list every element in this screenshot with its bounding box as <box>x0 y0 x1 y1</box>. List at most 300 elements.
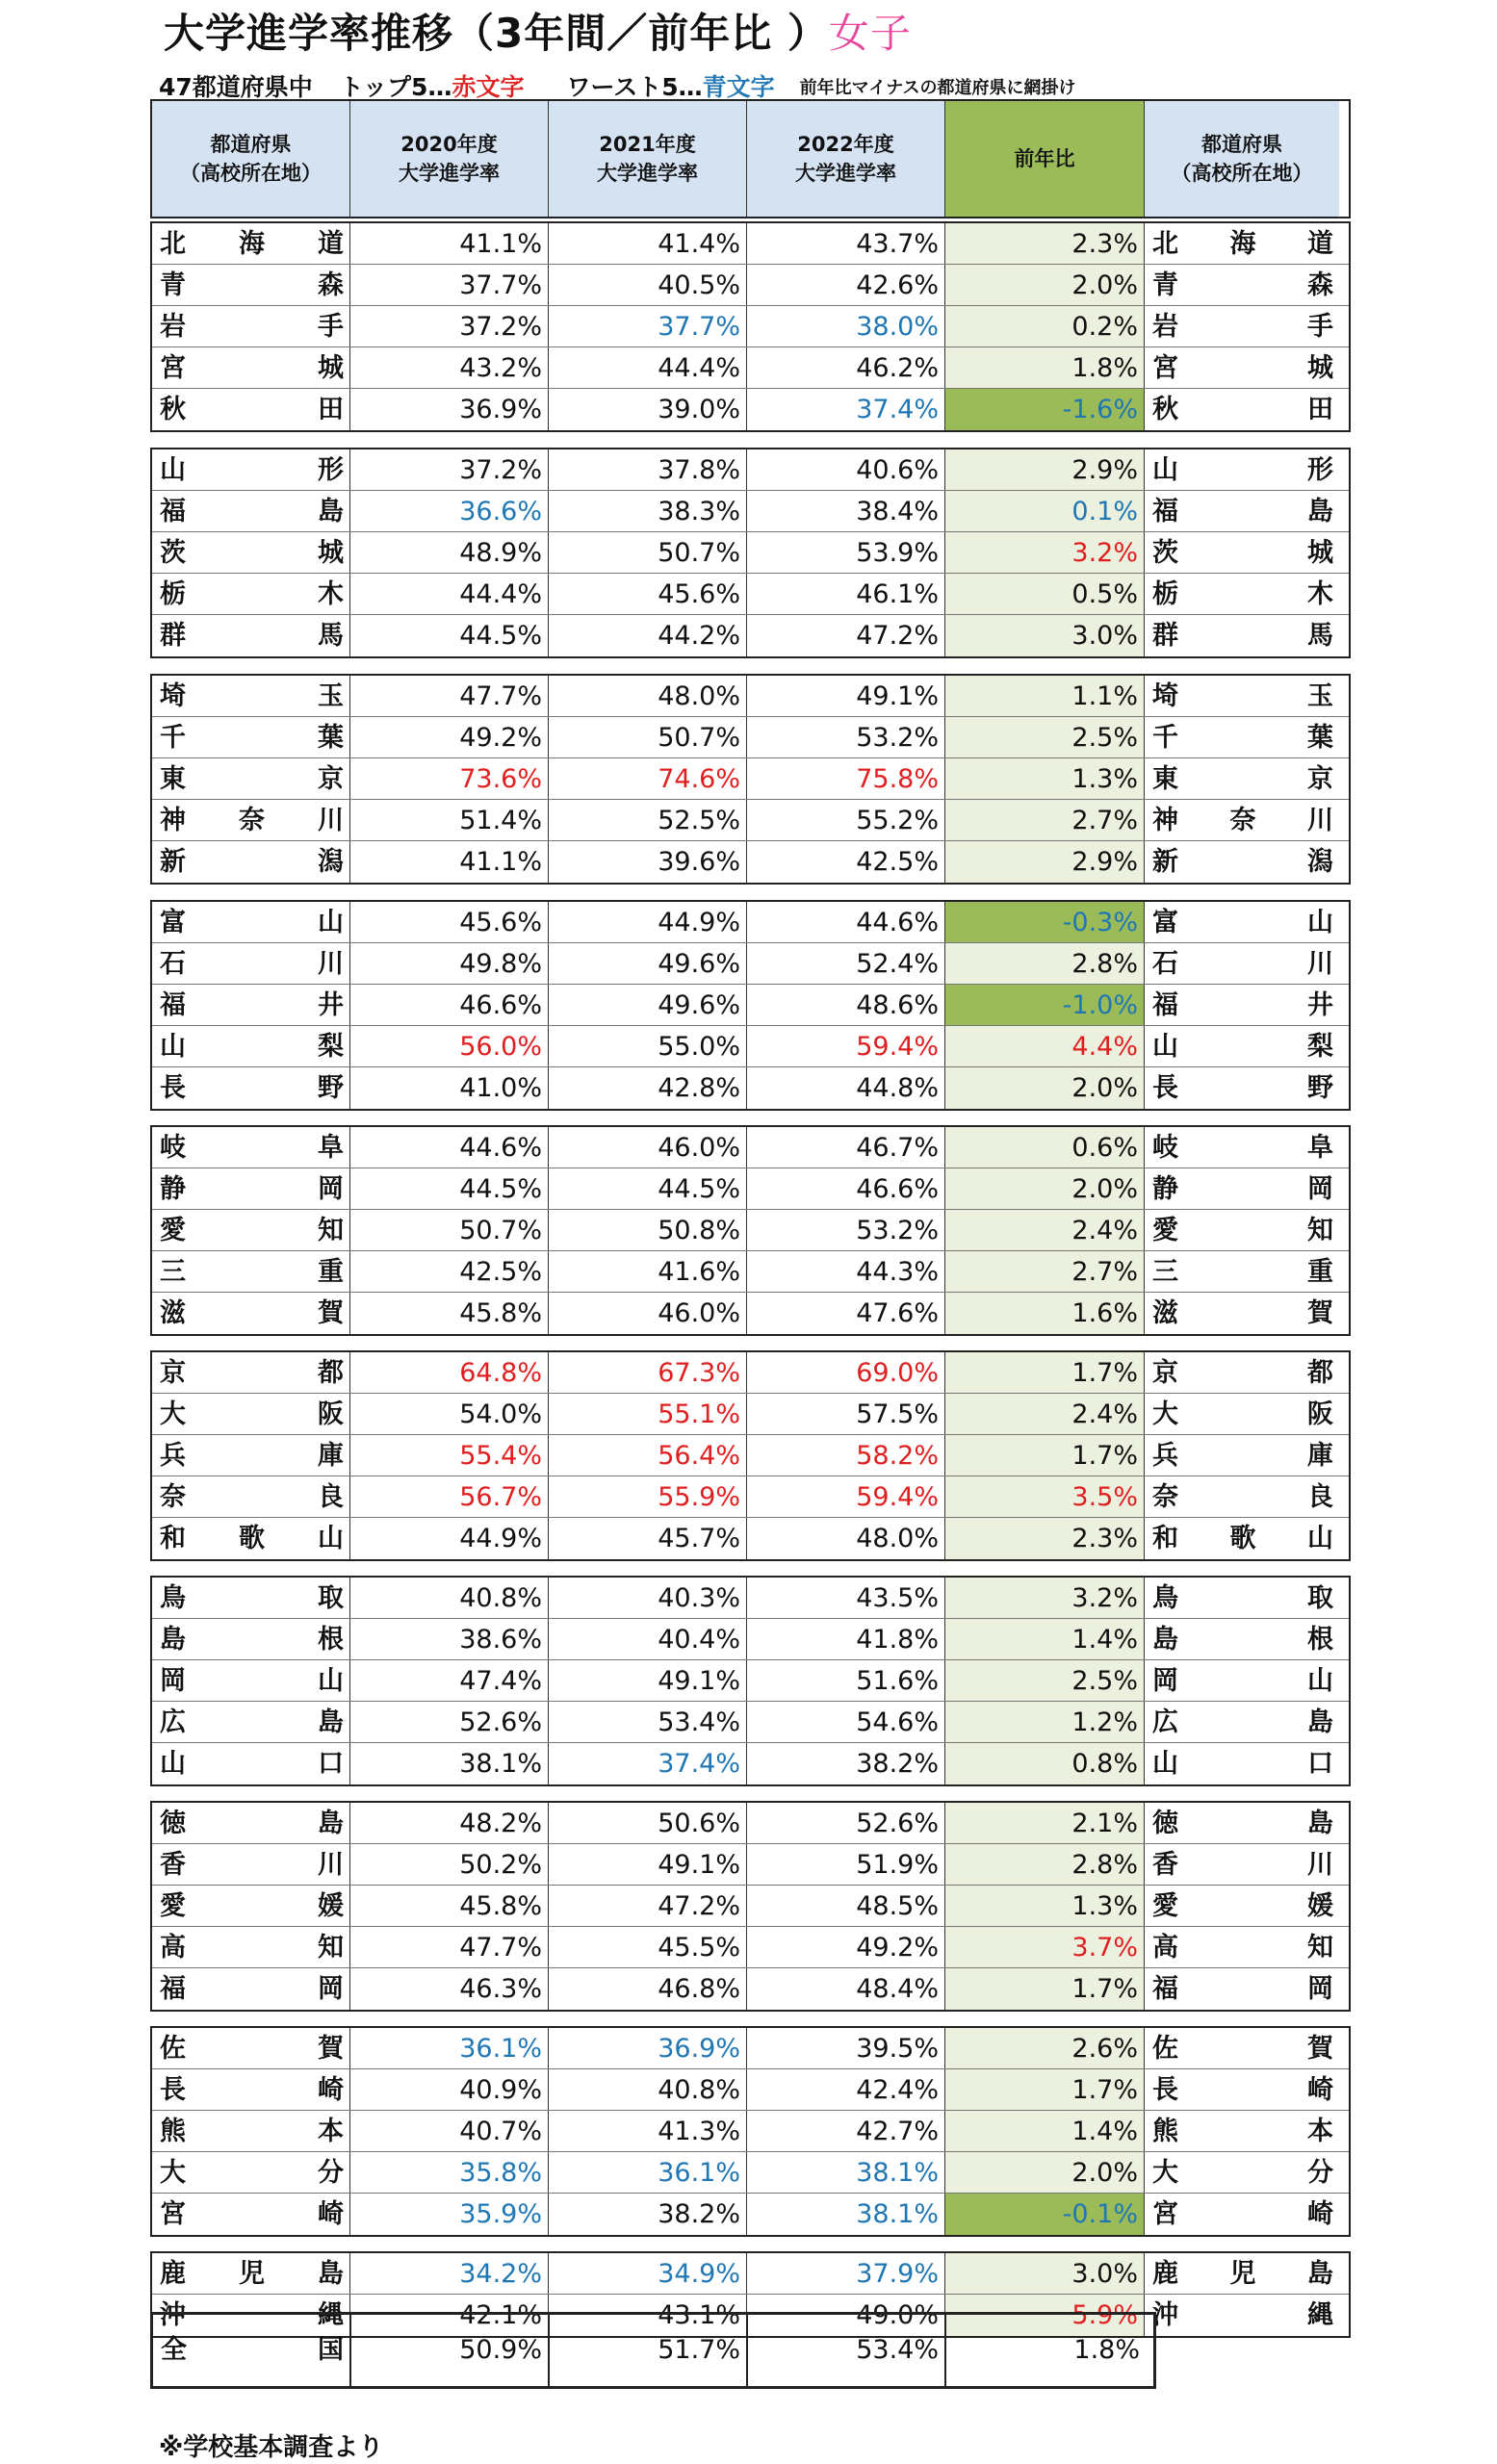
prefecture-name <box>152 676 350 716</box>
prefecture-char: 梨 <box>1307 1032 1333 1062</box>
prefecture-char: 玉 <box>318 681 344 711</box>
table-row <box>152 902 1349 943</box>
prefecture-name-right <box>1145 1702 1339 1742</box>
prefecture-name-right <box>1145 1968 1339 2010</box>
prefecture-char: 埼 <box>160 681 186 711</box>
rate-cell-2021: 49.1% <box>549 1844 747 1885</box>
prefecture-char: 長 <box>1152 1073 1178 1103</box>
table-row <box>152 2111 1349 2152</box>
rate-cell-2020: 40.7% <box>350 2111 549 2151</box>
prefecture-name <box>152 532 350 573</box>
prefecture-char: 阜 <box>318 1133 344 1163</box>
prefecture-char: 重 <box>1307 1257 1333 1287</box>
prefecture-char: 都 <box>318 1358 344 1388</box>
rate-cell-2021: 44.2% <box>549 615 747 656</box>
yoy-cell: 4.4% <box>945 1026 1145 1066</box>
prefecture-char: 茨 <box>160 538 186 568</box>
table-row <box>152 1660 1349 1702</box>
rate-cell-2020: 45.8% <box>350 1293 549 1334</box>
prefecture-char: 庫 <box>1307 1441 1333 1471</box>
rate-cell-2020: 55.4% <box>350 1435 549 1476</box>
prefecture-name-right <box>1145 2152 1339 2193</box>
yoy-cell: 1.3% <box>945 758 1145 799</box>
prefecture-char: 岡 <box>1152 1666 1178 1696</box>
yoy-cell: 2.9% <box>945 841 1145 883</box>
rate-cell-2022: 49.0% <box>747 2295 945 2336</box>
prefecture-name <box>152 574 350 614</box>
prefecture-char: 愛 <box>1152 1891 1178 1921</box>
rate-cell-2020: 37.2% <box>350 449 549 490</box>
prefecture-char: 福 <box>160 497 186 526</box>
prefecture-char: 根 <box>1307 1625 1333 1655</box>
prefecture-char: 島 <box>1152 1625 1178 1655</box>
yoy-cell: -0.1% <box>945 2194 1145 2235</box>
prefecture-char: 山 <box>160 455 186 485</box>
rate-cell-2020: 64.8% <box>350 1352 549 1393</box>
prefecture-name <box>152 1619 350 1659</box>
prefecture-char: 三 <box>1152 1257 1178 1287</box>
rate-cell-2020: 46.3% <box>350 1968 549 2010</box>
prefecture-char: 長 <box>160 2075 186 2105</box>
prefecture-char: 大 <box>160 2158 186 2188</box>
header-prefecture: 都道府県 （高校所在地） <box>152 101 350 217</box>
prefecture-char: 神 <box>1152 806 1178 835</box>
rate-cell-2022: 46.7% <box>747 1127 945 1168</box>
prefecture-char: 田 <box>318 395 344 424</box>
rate-cell-2022: 49.1% <box>747 676 945 716</box>
table-row <box>152 223 1349 265</box>
prefecture-char: 国 <box>318 2335 344 2365</box>
prefecture-name <box>152 985 350 1025</box>
yoy-cell: 2.7% <box>945 1251 1145 1292</box>
prefecture-name-right <box>1145 1127 1339 1168</box>
table-row <box>152 2152 1349 2194</box>
prefecture-char: 京 <box>1152 1358 1178 1388</box>
rate-cell-2021: 56.4% <box>549 1435 747 1476</box>
rate-cell-2022: 44.8% <box>747 1067 945 1109</box>
prefecture-char: 川 <box>318 1850 344 1880</box>
prefecture-char: 田 <box>1307 395 1333 424</box>
yoy-cell: 2.0% <box>945 1067 1145 1109</box>
prefecture-char: 葉 <box>318 723 344 753</box>
table-row <box>152 265 1349 306</box>
rate-cell-2022: 46.1% <box>747 574 945 614</box>
prefecture-name <box>152 717 350 757</box>
table-row <box>152 2253 1349 2295</box>
yoy-cell: 2.8% <box>945 943 1145 984</box>
prefecture-char: 山 <box>160 1032 186 1062</box>
yoy-cell: 0.1% <box>945 491 1145 531</box>
rate-cell-2021: 45.6% <box>549 574 747 614</box>
yoy-cell: 3.0% <box>945 2253 1145 2294</box>
rate-cell-2022: 69.0% <box>747 1352 945 1393</box>
prefecture-char: 城 <box>318 353 344 383</box>
prefecture-name-right <box>1145 2111 1339 2151</box>
prefecture-char: 沖 <box>160 2300 186 2330</box>
prefecture-name <box>152 1578 350 1618</box>
yoy-cell: 3.0% <box>945 615 1145 656</box>
rate-cell-2021: 36.9% <box>549 2028 747 2068</box>
rate-cell-2022: 40.6% <box>747 449 945 490</box>
prefecture-char: 大 <box>160 1399 186 1429</box>
prefecture-char: 新 <box>160 847 186 877</box>
prefecture-name-right <box>1145 1743 1339 1784</box>
table-row <box>152 1844 1349 1886</box>
prefecture-char: 潟 <box>1307 847 1333 877</box>
prefecture-char: 熊 <box>160 2117 186 2146</box>
prefecture-char: 沖 <box>1152 2300 1178 2330</box>
rate-cell-2022: 43.7% <box>747 223 945 264</box>
prefecture-char: 山 <box>1152 1749 1178 1779</box>
table-row <box>152 1210 1349 1251</box>
legend-prefix: 47都道府県中 <box>159 73 313 101</box>
prefecture-char: 長 <box>160 1073 186 1103</box>
prefecture-char: 賀 <box>1307 2034 1333 2064</box>
rate-cell-2022: 47.6% <box>747 1293 945 1334</box>
table-row <box>152 1578 1349 1619</box>
prefecture-char: 宮 <box>160 353 186 383</box>
rate-cell-2022: 38.1% <box>747 2152 945 2193</box>
table-row <box>152 841 1349 883</box>
prefecture-char: 岩 <box>160 312 186 342</box>
rate-cell-2021: 53.4% <box>549 1702 747 1742</box>
prefecture-name-right <box>1145 2028 1339 2068</box>
prefecture-name-right <box>1145 1844 1339 1885</box>
prefecture-group <box>150 1125 1351 1336</box>
prefecture-name-right <box>1145 2253 1339 2294</box>
table-row <box>152 532 1349 574</box>
header-prefecture-right: 都道府県 （高校所在地） <box>1145 101 1339 217</box>
rate-cell-2021: 45.7% <box>549 1518 747 1559</box>
prefecture-char: 愛 <box>160 1216 186 1245</box>
table-row <box>152 676 1349 717</box>
rate-cell-2022: 52.4% <box>747 943 945 984</box>
prefecture-char: 秋 <box>160 395 186 424</box>
prefecture-char: 山 <box>160 1749 186 1779</box>
prefecture-name <box>152 265 350 305</box>
prefecture-char: 北 <box>160 229 186 259</box>
yoy-cell: 2.0% <box>945 265 1145 305</box>
rate-cell-2020: 48.9% <box>350 532 549 573</box>
prefecture-char: 群 <box>160 621 186 651</box>
rate-cell-2021: 39.6% <box>549 841 747 883</box>
prefecture-char: 重 <box>318 1257 344 1287</box>
rate-cell-2022: 46.6% <box>747 1168 945 1209</box>
prefecture-char: 山 <box>318 1524 344 1553</box>
yoy-cell: 2.1% <box>945 1803 1145 1843</box>
prefecture-char: 都 <box>1307 1358 1333 1388</box>
prefecture-char: 崎 <box>318 2199 344 2229</box>
prefecture-char: 知 <box>318 1216 344 1245</box>
prefecture-name <box>152 943 350 984</box>
header-2022: 2022年度 大学進学率 <box>747 101 945 217</box>
prefecture-name <box>152 1803 350 1843</box>
rate-cell-2020: 54.0% <box>350 1394 549 1434</box>
prefecture-char: 鳥 <box>160 1583 186 1613</box>
prefecture-char: 千 <box>160 723 186 753</box>
total-2022: 53.4% <box>748 2315 946 2386</box>
prefecture-char: 海 <box>1229 229 1256 259</box>
prefecture-name <box>152 2028 350 2068</box>
prefecture-char: 山 <box>318 1666 344 1696</box>
table-row <box>152 2028 1349 2069</box>
rate-cell-2021: 55.9% <box>549 1476 747 1517</box>
rate-cell-2021: 43.1% <box>549 2295 747 2336</box>
prefecture-char: 奈 <box>160 1482 186 1512</box>
prefecture-char: 森 <box>1307 270 1333 300</box>
prefecture-char: 島 <box>318 1707 344 1737</box>
yoy-cell: -0.3% <box>945 902 1145 942</box>
prefecture-char: 徳 <box>160 1809 186 1838</box>
prefecture-char: 島 <box>1307 1809 1333 1838</box>
prefecture-char: 佐 <box>1152 2034 1178 2064</box>
prefecture-name <box>152 1743 350 1784</box>
rate-cell-2020: 40.9% <box>350 2069 549 2110</box>
rate-cell-2022: 53.2% <box>747 1210 945 1250</box>
table-row <box>152 2194 1349 2235</box>
prefecture-char: 長 <box>1152 2075 1178 2105</box>
rate-cell-2022: 46.2% <box>747 347 945 388</box>
prefecture-char: 栃 <box>160 579 186 609</box>
prefecture-char: 三 <box>160 1257 186 1287</box>
prefecture-name-right <box>1145 1352 1339 1393</box>
table-row <box>152 1803 1349 1844</box>
rate-cell-2021: 49.1% <box>549 1660 747 1701</box>
prefecture-name-right <box>1145 717 1339 757</box>
table-row <box>152 800 1349 841</box>
title-main: 大学進学率推移（3年間／前年比 ） <box>164 10 829 57</box>
yoy-cell: 1.1% <box>945 676 1145 716</box>
prefecture-name-right <box>1145 676 1339 716</box>
prefecture-char: 媛 <box>1307 1891 1333 1921</box>
yoy-cell: 2.9% <box>945 449 1145 490</box>
prefecture-char: 島 <box>1307 1707 1333 1737</box>
prefecture-char: 庫 <box>318 1441 344 1471</box>
prefecture-char: 取 <box>1307 1583 1333 1613</box>
rate-cell-2021: 38.2% <box>549 2194 747 2235</box>
rate-cell-2020: 36.9% <box>350 389 549 430</box>
prefecture-name <box>152 758 350 799</box>
rate-cell-2020: 41.0% <box>350 1067 549 1109</box>
yoy-cell: 1.7% <box>945 1435 1145 1476</box>
prefecture-name-right <box>1145 1886 1339 1926</box>
rate-cell-2020: 47.7% <box>350 676 549 716</box>
yoy-cell: 0.6% <box>945 1127 1145 1168</box>
prefecture-char: 石 <box>1152 949 1178 979</box>
yoy-cell: 0.8% <box>945 1743 1145 1784</box>
page-title <box>164 4 912 64</box>
prefecture-name <box>152 1067 350 1109</box>
prefecture-name <box>152 1518 350 1559</box>
prefecture-name <box>152 800 350 840</box>
prefecture-name <box>152 1394 350 1434</box>
rate-cell-2020: 34.2% <box>350 2253 549 2294</box>
yoy-cell: 1.6% <box>945 1293 1145 1334</box>
rate-cell-2021: 41.4% <box>549 223 747 264</box>
prefecture-char: 根 <box>318 1625 344 1655</box>
prefecture-name <box>152 1886 350 1926</box>
prefecture-char: 口 <box>318 1749 344 1779</box>
rate-cell-2021: 50.7% <box>549 532 747 573</box>
prefecture-char: 崎 <box>1307 2199 1333 2229</box>
prefecture-name-right <box>1145 449 1339 490</box>
table-header <box>150 99 1351 218</box>
rate-cell-2021: 67.3% <box>549 1352 747 1393</box>
rate-cell-2021: 42.8% <box>549 1067 747 1109</box>
rate-cell-2021: 48.0% <box>549 676 747 716</box>
prefecture-char: 歌 <box>239 1524 265 1553</box>
prefecture-name-right <box>1145 902 1339 942</box>
prefecture-char: 徳 <box>1152 1809 1178 1838</box>
rate-cell-2020: 37.2% <box>350 306 549 346</box>
prefecture-char: 広 <box>160 1707 186 1737</box>
table-row <box>152 491 1349 532</box>
rate-cell-2020: 73.6% <box>350 758 549 799</box>
prefecture-name <box>152 389 350 430</box>
rate-cell-2021: 49.6% <box>549 985 747 1025</box>
prefecture-name-right <box>1145 1026 1339 1066</box>
prefecture-name <box>152 1968 350 2010</box>
prefecture-char: 本 <box>318 2117 344 2146</box>
prefecture-char: 福 <box>1152 990 1178 1020</box>
prefecture-char: 川 <box>318 949 344 979</box>
prefecture-char: 井 <box>318 990 344 1020</box>
prefecture-char: 千 <box>1152 723 1178 753</box>
prefecture-char: 阪 <box>1307 1399 1333 1429</box>
prefecture-char: 山 <box>318 908 344 937</box>
prefecture-name <box>152 1660 350 1701</box>
rate-cell-2022: 47.2% <box>747 615 945 656</box>
rate-cell-2022: 41.8% <box>747 1619 945 1659</box>
rate-cell-2021: 36.1% <box>549 2152 747 2193</box>
table-row <box>152 717 1349 758</box>
rate-cell-2022: 49.2% <box>747 1927 945 1967</box>
rate-cell-2021: 40.5% <box>549 265 747 305</box>
rate-cell-2021: 45.5% <box>549 1927 747 1967</box>
prefecture-char: 兵 <box>1152 1441 1178 1471</box>
prefecture-char: 児 <box>239 2259 265 2289</box>
rate-cell-2020: 44.9% <box>350 1518 549 1559</box>
prefecture-name <box>152 491 350 531</box>
prefecture-char: 福 <box>1152 1974 1178 2004</box>
prefecture-name-right <box>1145 1293 1339 1334</box>
legend-worst-color: 青文字 <box>702 73 775 101</box>
prefecture-name-right <box>1145 2295 1339 2336</box>
table-row <box>152 985 1349 1026</box>
rate-cell-2020: 42.5% <box>350 1251 549 1292</box>
prefecture-char: 和 <box>1152 1524 1178 1553</box>
rate-cell-2021: 41.6% <box>549 1251 747 1292</box>
prefecture-name <box>152 615 350 656</box>
prefecture-char: 広 <box>1152 1707 1178 1737</box>
yoy-cell: 2.4% <box>945 1210 1145 1250</box>
prefecture-char: 神 <box>160 806 186 835</box>
rate-cell-2020: 46.6% <box>350 985 549 1025</box>
table-row <box>152 1476 1349 1518</box>
prefecture-name <box>152 1127 350 1168</box>
prefecture-name-right <box>1145 615 1339 656</box>
yoy-cell: 2.5% <box>945 1660 1145 1701</box>
prefecture-char: 木 <box>318 579 344 609</box>
prefecture-char: 梨 <box>318 1032 344 1062</box>
prefecture-name <box>152 2194 350 2235</box>
table-row <box>152 1435 1349 1476</box>
rate-cell-2020: 44.6% <box>350 1127 549 1168</box>
total-2020: 50.9% <box>351 2315 550 2386</box>
prefecture-char: 縄 <box>318 2300 344 2330</box>
prefecture-group <box>150 900 1351 1111</box>
rate-cell-2020: 49.8% <box>350 943 549 984</box>
prefecture-char: 奈 <box>1152 1482 1178 1512</box>
prefecture-char: 奈 <box>239 806 265 835</box>
prefecture-char: 川 <box>1307 1850 1333 1880</box>
yoy-cell: 3.2% <box>945 1578 1145 1618</box>
rate-cell-2020: 35.8% <box>350 2152 549 2193</box>
yoy-cell: 2.8% <box>945 1844 1145 1885</box>
rate-cell-2020: 56.7% <box>350 1476 549 1517</box>
prefecture-name-right <box>1145 800 1339 840</box>
prefecture-name-right <box>1145 2069 1339 2110</box>
rate-cell-2020: 41.1% <box>350 223 549 264</box>
table-row <box>152 1251 1349 1293</box>
prefecture-char: 城 <box>1307 538 1333 568</box>
prefecture-char: 川 <box>1307 949 1333 979</box>
prefecture-char: 福 <box>1152 497 1178 526</box>
prefecture-group <box>150 2026 1351 2237</box>
prefecture-char: 高 <box>1152 1933 1178 1963</box>
table-row <box>152 1026 1349 1067</box>
prefecture-char: 鳥 <box>1152 1583 1178 1613</box>
rate-cell-2021: 74.6% <box>549 758 747 799</box>
rate-cell-2021: 44.5% <box>549 1168 747 1209</box>
prefecture-name <box>152 1927 350 1967</box>
total-2021: 51.7% <box>550 2315 748 2386</box>
prefecture-char: 島 <box>318 2259 344 2289</box>
prefecture-name-right <box>1145 2194 1339 2235</box>
legend-top-color: 赤文字 <box>452 73 525 101</box>
prefecture-char: 良 <box>318 1482 344 1512</box>
prefecture-char: 東 <box>1152 764 1178 794</box>
prefecture-char: 城 <box>1307 353 1333 383</box>
rate-cell-2020: 48.2% <box>350 1803 549 1843</box>
yoy-cell: 0.5% <box>945 574 1145 614</box>
prefecture-char: 知 <box>1307 1933 1333 1963</box>
rate-cell-2021: 50.6% <box>549 1803 747 1843</box>
prefecture-name <box>152 223 350 264</box>
header-yoy: 前年比 <box>945 101 1145 217</box>
prefecture-name-right <box>1145 491 1339 531</box>
prefecture-char: 縄 <box>1307 2300 1333 2330</box>
prefecture-char: 分 <box>1307 2158 1333 2188</box>
yoy-cell: 1.7% <box>945 2069 1145 2110</box>
prefecture-name-right <box>1145 841 1339 883</box>
prefecture-char: 岡 <box>318 1174 344 1204</box>
prefecture-name <box>152 347 350 388</box>
prefecture-name-right <box>1145 1660 1339 1701</box>
yoy-cell: 0.2% <box>945 306 1145 346</box>
prefecture-name-right <box>1145 1518 1339 1559</box>
yoy-cell: 1.2% <box>945 1702 1145 1742</box>
rate-cell-2021: 37.4% <box>549 1743 747 1784</box>
prefecture-char: 岐 <box>160 1133 186 1163</box>
title-gender: 女子 <box>828 10 912 57</box>
prefecture-char: 鹿 <box>1152 2259 1178 2289</box>
prefecture-char: 取 <box>318 1583 344 1613</box>
prefecture-char: 京 <box>160 1358 186 1388</box>
rate-cell-2021: 37.7% <box>549 306 747 346</box>
rate-cell-2022: 42.7% <box>747 2111 945 2151</box>
prefecture-char: 静 <box>160 1174 186 1204</box>
